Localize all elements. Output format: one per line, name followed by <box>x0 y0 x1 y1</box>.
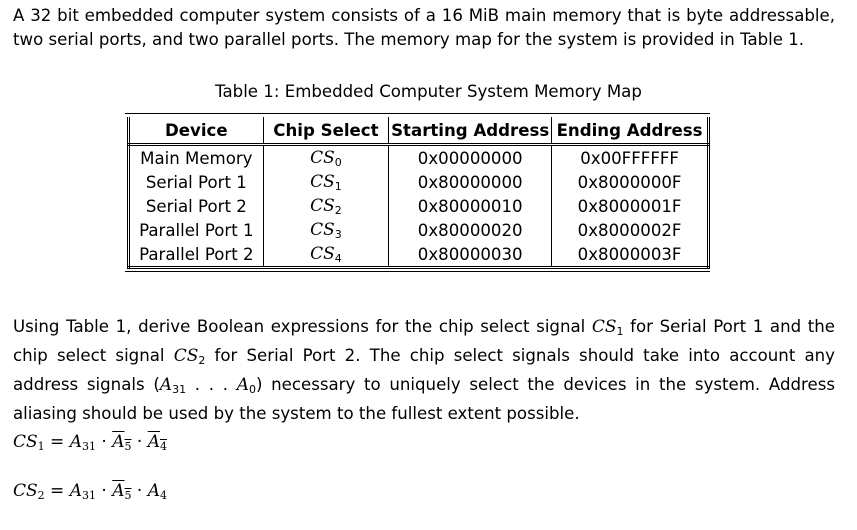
start-address-cell: 0x80000020 <box>389 218 552 242</box>
chip-select-cell: $CS_4$ <box>263 242 389 268</box>
table-row <box>129 194 709 218</box>
start-address-cell: 0x00000000 <box>389 145 552 171</box>
header-starting-address: Starting Address <box>389 117 552 145</box>
signal-cs1: CS <box>591 317 617 337</box>
device-cell: Serial Port 1 <box>129 170 264 194</box>
header-chip-select: Chip Select <box>263 117 389 145</box>
device-cell: Main Memory <box>129 145 264 171</box>
equation-cs1: $CS_1 = A_{31} \cdot A_5 \cdot A_4$ <box>13 432 167 453</box>
header-device: Device <box>129 117 264 145</box>
table-row <box>129 242 709 268</box>
memory-map-table <box>127 117 710 269</box>
negated-term-a4: $A_4$ <box>147 432 167 453</box>
negated-term-a5: $A_5$ <box>112 432 132 453</box>
end-address-cell: 0x8000002F <box>552 218 709 242</box>
table-row <box>129 170 709 194</box>
memory-map-table-frame <box>125 113 710 272</box>
header-ending-address: Ending Address <box>552 117 709 145</box>
start-address-cell: 0x80000010 <box>389 194 552 218</box>
table-header-row <box>129 117 709 145</box>
chip-select-cell: $CS_2$ <box>263 194 389 218</box>
end-address-cell: 0x8000001F <box>552 194 709 218</box>
end-address-cell: 0x8000000F <box>552 170 709 194</box>
start-address-cell: 0x80000000 <box>389 170 552 194</box>
question-paragraph: Using Table 1, derive Boolean expressions for the chip select signal $CS_1$ for Serial Port 1 and the chip select signal $CS_2$ for Serial Port 2. The chip select signals should take into account any address signals ($A_{31}$ . . . $A_0$) necessary to uniquely select the devices in the system. Address aliasing should be used by the system to the fullest extent possible. <box>13 317 835 423</box>
table-row <box>129 145 709 171</box>
table-caption: Table 1: Embedded Computer System Memory Map <box>215 82 642 101</box>
end-address-cell: 0x00FFFFFF <box>552 145 709 171</box>
negated-term-a5: $A_5$ <box>112 481 132 502</box>
intro-paragraph: A 32 bit embedded computer system consists of a 16 MiB main memory that is byte addressable, two serial ports, and two parallel ports. The memory map for the system is provided in Table 1. <box>13 6 835 49</box>
device-cell: Parallel Port 1 <box>129 218 264 242</box>
equation-cs2: $CS_2 = A_{31} \cdot A_5 \cdot A_4$ <box>13 481 167 502</box>
signal-cs2: CS <box>173 346 199 366</box>
table-row <box>129 218 709 242</box>
end-address-cell: 0x8000003F <box>552 242 709 268</box>
device-cell: Serial Port 2 <box>129 194 264 218</box>
start-address-cell: 0x80000030 <box>389 242 552 268</box>
chip-select-cell: $CS_3$ <box>263 218 389 242</box>
chip-select-cell: $CS_1$ <box>263 170 389 194</box>
device-cell: Parallel Port 2 <box>129 242 264 268</box>
chip-select-cell: $CS_0$ <box>263 145 389 171</box>
